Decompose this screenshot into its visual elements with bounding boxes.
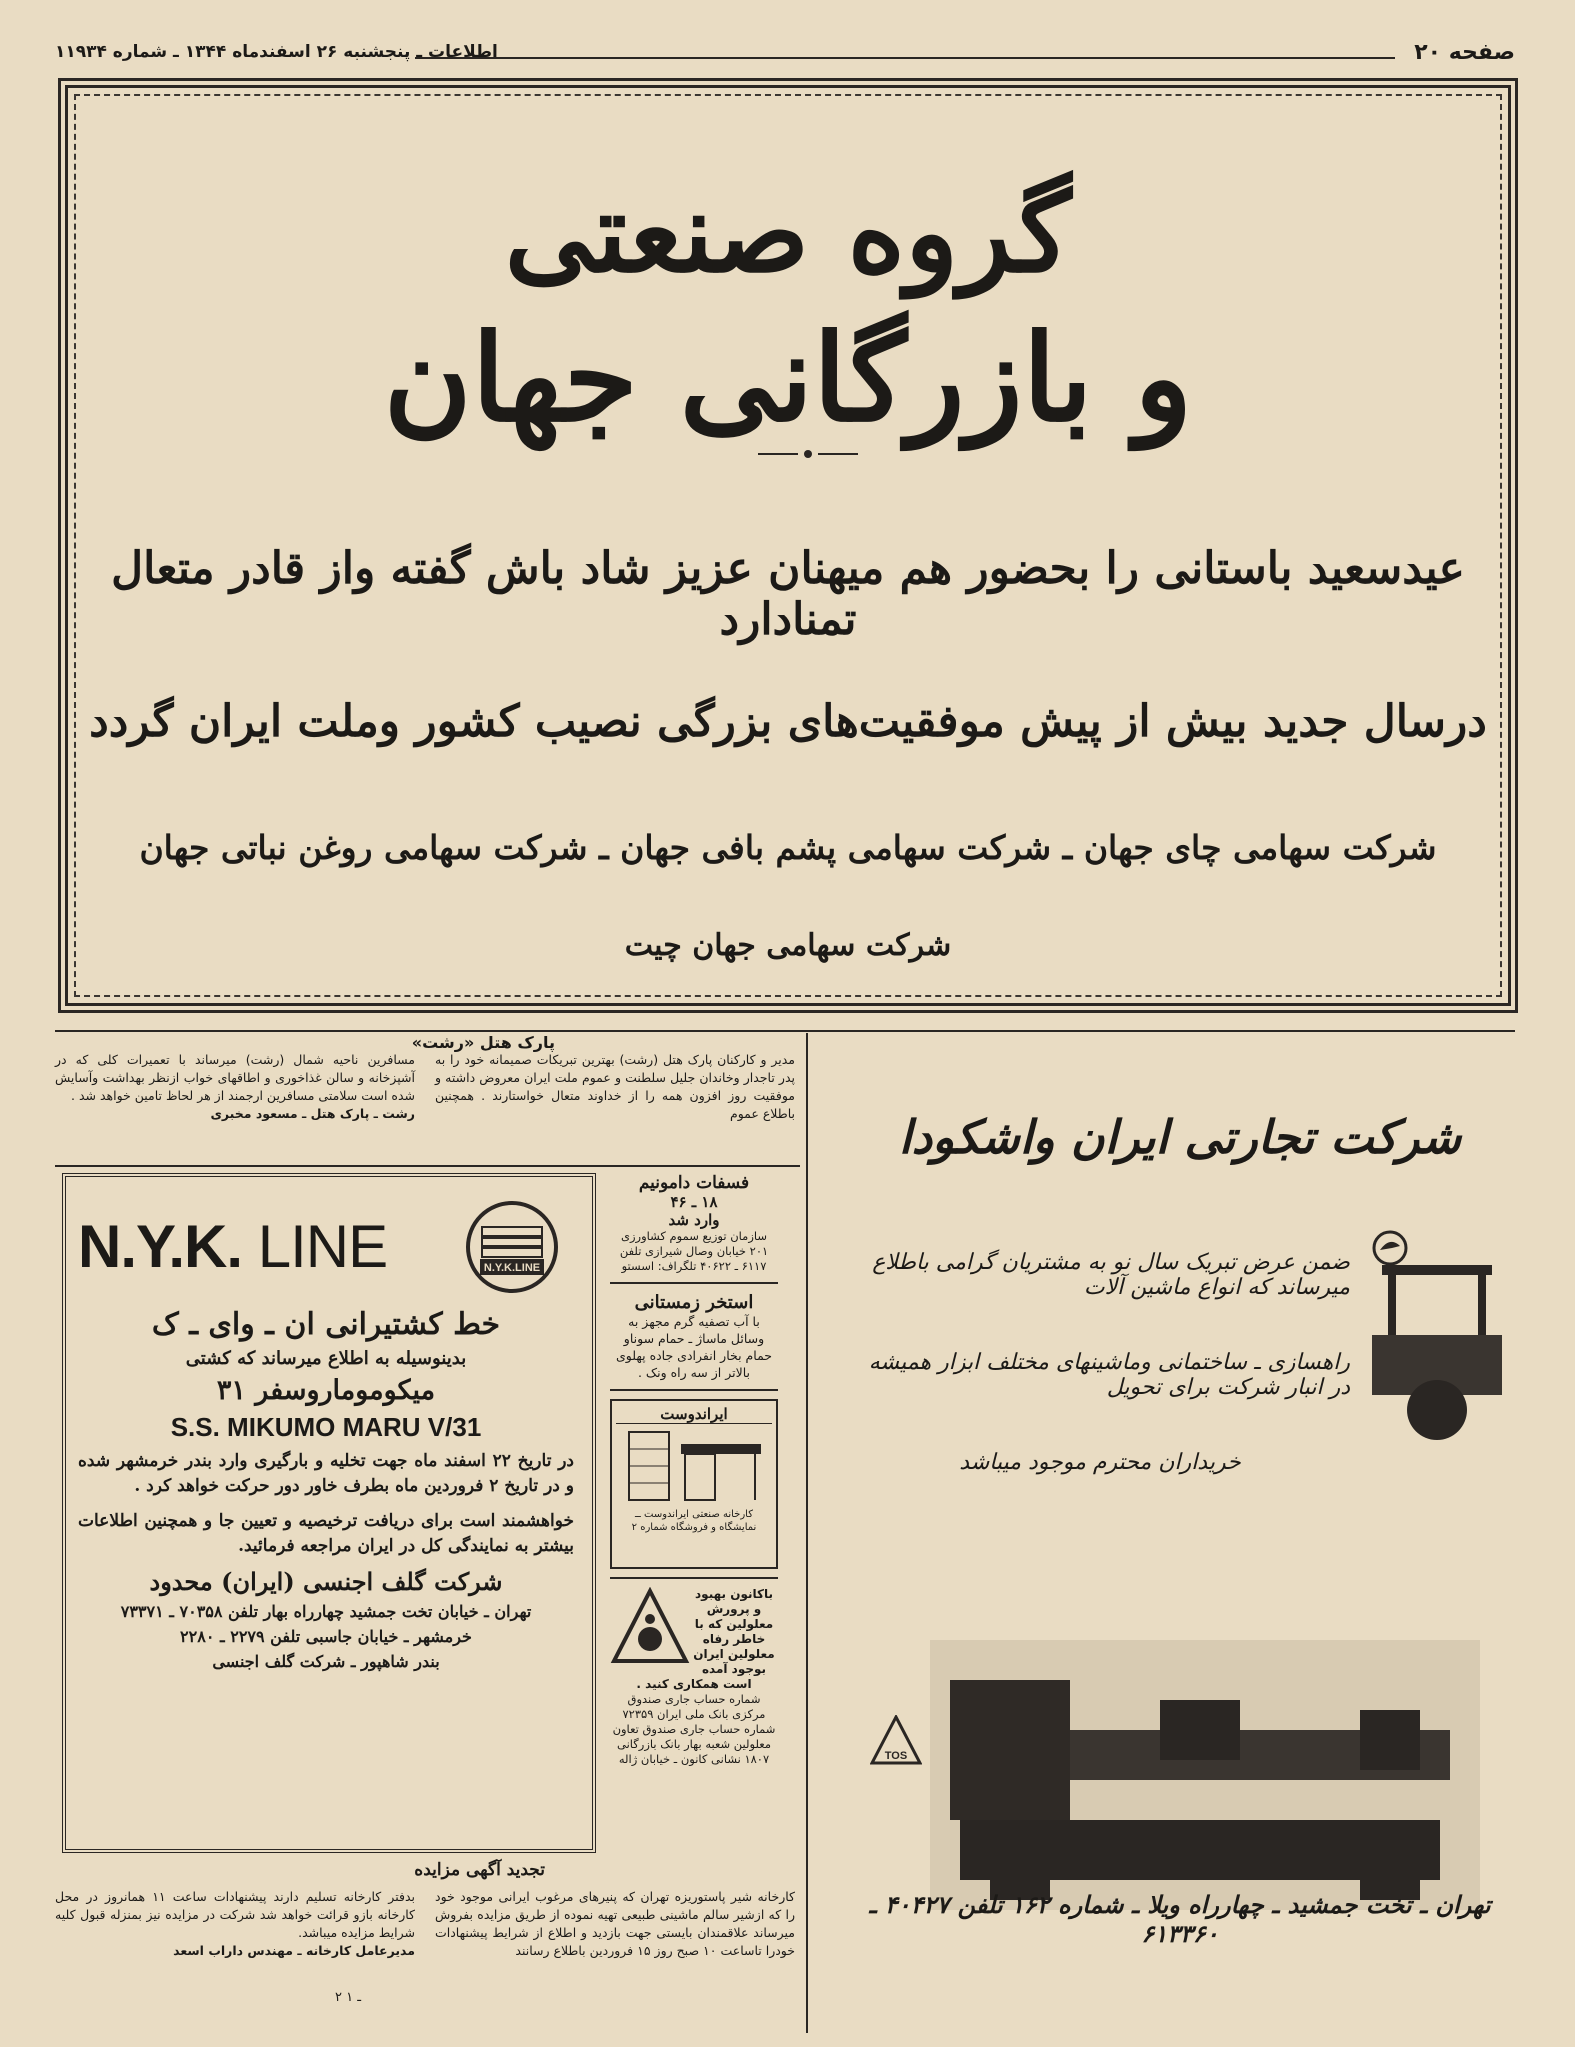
issue-line: اطلاعات ـ پنجشنبه ۲۶ اسفندماه ۱۳۴۴ ـ شماره ۱۱۹۳۴ — [55, 42, 498, 62]
lathe-machine-image — [930, 1640, 1480, 1910]
nyk-address-shahpour: بندر شاهپور ـ شرکت گلف اجنسی — [212, 1652, 440, 1671]
nyk-logo-thin: LINE — [257, 1213, 388, 1280]
greeting-line1: عیدسعید باستانی را بحضور هم میهنان عزیز شاد باش گفته واز قادر متعال تمنادارد — [111, 543, 1465, 645]
fertilizer-grade: ۱۸ ـ ۴۶ — [670, 1193, 718, 1211]
charity-lead: باکانون بهبود و پرورش معلولین که با خاطر رفاه معلولین ایران بوجود آمده است همکاری کنید . — [636, 1587, 775, 1691]
divider — [610, 1577, 778, 1579]
disabled-charity-ad — [610, 1587, 778, 1767]
park-hotel-text-right: مدیر و کارکنان پارک هتل (رشت) بهترین تبریکات صمیمانه خود را به پدر تاجدار وخاندان جلیل سلطنت و عموم ملت ایران معروض داشته و موفقیت روز افزون همه را از خداوند متعال خواستارند . همچنین باطلاع عموم — [435, 1052, 795, 1121]
park-hotel-notice — [55, 1033, 795, 1163]
auction-signature: مدیرعامل کارخانه ـ مهندس داراب اسعد — [173, 1943, 415, 1958]
irandust-body: کارخانه صنعتی ایراندوست ــ نمایشگاه و فروشگاه شماره ۲ — [631, 1509, 757, 1533]
nyk-body — [78, 1307, 574, 1671]
winter-pool-ad — [610, 1292, 778, 1381]
road-roller-image — [1362, 1235, 1512, 1445]
nyk-fa-title: خط کشتیرانی ان ـ وای ـ ک — [151, 1307, 501, 1342]
nyk-address-khorramshahr: خرمشهر ـ خیابان جاسبی تلفن ۲۲۷۹ ـ ۲۲۸۰ — [180, 1627, 472, 1646]
fertilizer-title: فسفات دامونیم — [638, 1173, 750, 1193]
nyk-logo-bold: N.Y.K. — [78, 1213, 243, 1280]
nyk-ship-en: S.S. MIKUMO MARU V/31 — [170, 1412, 482, 1442]
nyk-emblem-text: N.Y.K.LINE — [483, 1262, 541, 1274]
page-header — [55, 40, 1515, 70]
pool-title: استخر زمستانی — [634, 1292, 754, 1313]
jahan-group-ad — [58, 78, 1518, 1013]
divider — [610, 1389, 778, 1391]
tos-label: TOS — [884, 1750, 908, 1762]
park-hotel-signature: رشت ـ پارک هتل ـ مسعود مخبری — [210, 1106, 415, 1121]
page-number: صفحه ۲۰ — [1414, 40, 1515, 65]
iran-washoda-ad — [840, 1110, 1520, 1948]
nyk-schedule: در تاریخ ۲۲ اسفند ماه جهت تخلیه و بارگیری وارد بندر خرمشهر شده و در تاریخ ۲ فروردین ماه بطرف خاور دور حرکت خواهد کرد . — [78, 1451, 574, 1496]
nyk-emblem-icon — [462, 1197, 562, 1297]
ad-title-line1: گروه صنعتی — [504, 168, 1072, 297]
park-hotel-text-left-body: مسافرین ناحیه شمال (رشت) میرساند با تعمیرات کلی که در آشپزخانه و سالن غذاخوری و اطاقهای خواب ازنظر بهداشت وآسایش شده است سلامتی مسافرین ارجمند از هر لحاظ تامین خواهد شد . — [55, 1052, 415, 1103]
auction-ref: ۲ ـ ۱ — [335, 1990, 362, 2005]
column-divider — [806, 1033, 808, 2033]
middle-column — [610, 1173, 778, 1767]
nyk-address-tehran: تهران ـ خیابان تخت جمشید چهارراه بهار تلفن ۷۰۳۵۸ ـ ۷۳۳۷۱ — [120, 1602, 532, 1621]
washoda-line2: راهسازی ـ ساختمانی وماشینهای مختلف ابزار همیشه در انبار شرکت برای تحویل — [868, 1350, 1350, 1400]
ad-title-line2: و بازرگانی جهان — [383, 308, 1193, 449]
washoda-title: شرکت تجارتی ایران واشکودا — [898, 1110, 1462, 1164]
header-rule — [415, 57, 1395, 59]
nyk-agent: شرکت گلف اجنسی (ایران) محدود — [149, 1567, 503, 1596]
auction-title: تجدید آگهی مزایده — [414, 1860, 545, 1880]
fertilizer-ad — [610, 1173, 778, 1274]
greeting-line2: درسال جدید بیش از پیش موفقیت‌های بزرگی نصیب کشور وملت ایران گردد — [89, 696, 1487, 747]
washoda-address: تهران ـ تخت جمشید ـ چهارراه ویلا ـ شماره ۱۶۲ تلفن ۴۰۴۲۷ ـ ۶۱۳۳۶۰ — [869, 1890, 1491, 1948]
nyk-intro: بدینوسیله به اطلاع میرساند که کشتی — [185, 1348, 467, 1369]
nyk-logo — [78, 1212, 387, 1281]
washoda-line1: ضمن عرض تبریک سال نو به مشتریان گرامی باطلاع میرساند که انواع ماشین آلات — [872, 1250, 1350, 1300]
washoda-line3: خریداران محترم موجود میباشد — [959, 1450, 1241, 1475]
fertilizer-body: سازمان توزیع سموم کشاورزی ۲۰۱ خیابان وصال شیرازی تلفن ۶۱۱۷ ـ ۴۰۶۲۲ تلگراف: اسستو — [619, 1229, 769, 1273]
charity-logo-icon — [610, 1587, 690, 1667]
divider — [55, 1165, 800, 1167]
charity-body: شماره حساب جاری صندوق مرکزی بانک ملی ایران ۷۲۳۵۹ شماره حساب جاری صندوق تعاون معلولین شعبه بهار بانک بازرگانی ۱۸۰۷ نشانی کانون ـ خیابان ژاله — [612, 1692, 776, 1766]
companies-line2: شرکت سهامی جهان چیت — [624, 928, 952, 963]
tos-logo-icon — [870, 1715, 922, 1767]
filing-cabinet-icon — [619, 1424, 769, 1504]
nyk-line-ad — [62, 1173, 596, 1853]
pool-body: با آب تصفیه گرم مجهز به وسائل ماساژ ـ حمام سوناو حمام بخار انفرادی جاده پهلوی بالاتر از سه راه ونک . — [615, 1314, 773, 1380]
nyk-ship-fa: میکوموماروسفر ۳۱ — [216, 1375, 436, 1406]
park-hotel-text-left — [55, 1051, 415, 1123]
park-hotel-title: پارک هتل «رشت» — [411, 1033, 555, 1052]
ornament-divider — [758, 448, 858, 460]
irandust-ad — [610, 1399, 778, 1569]
irandust-title: ایراندوست — [616, 1405, 772, 1424]
auction-text-right: کارخانه شیر پاستوریزه تهران که پنیرهای مرغوب ایرانی موجود خود را که ازشیر سالم ماشینی طبیعی تهیه نموده از طریق مزایده بفروش میرساند علاقمندان بایستی جهت بازدید و اطلاع از شرایط پیشنهادات خودرا تاساعت ۱۰ صبح روز ۱۵ فروردین باطلاع رسانند — [435, 1889, 795, 1958]
auction-notice — [55, 1860, 795, 2030]
nyk-request: خواهشمند است برای دریافت ترخیصیه و تعیین جا و همچنین اطلاعات بیشتر به نمایندگی کل در ایران مراجعه فرمائید. — [78, 1511, 574, 1556]
fertilizer-arrived: وارد شد — [668, 1211, 720, 1229]
divider — [610, 1282, 778, 1284]
auction-text-left — [55, 1888, 415, 1960]
section-divider — [55, 1030, 1515, 1032]
auction-text-left-body: بدفتر کارخانه تسلیم دارند پیشنهادات ساعت ۱۱ همانروز در محل کارخانه بازو قرائت خواهد شد شرکت در مزایده نیز بمنزله قبول کلیه شرایط مزایده میباشد. — [55, 1889, 415, 1940]
companies-line1: شرکت سهامی چای جهان ـ شرکت سهامی پشم بافی جهان ـ شرکت سهامی روغن نباتی جهان — [139, 828, 1437, 867]
